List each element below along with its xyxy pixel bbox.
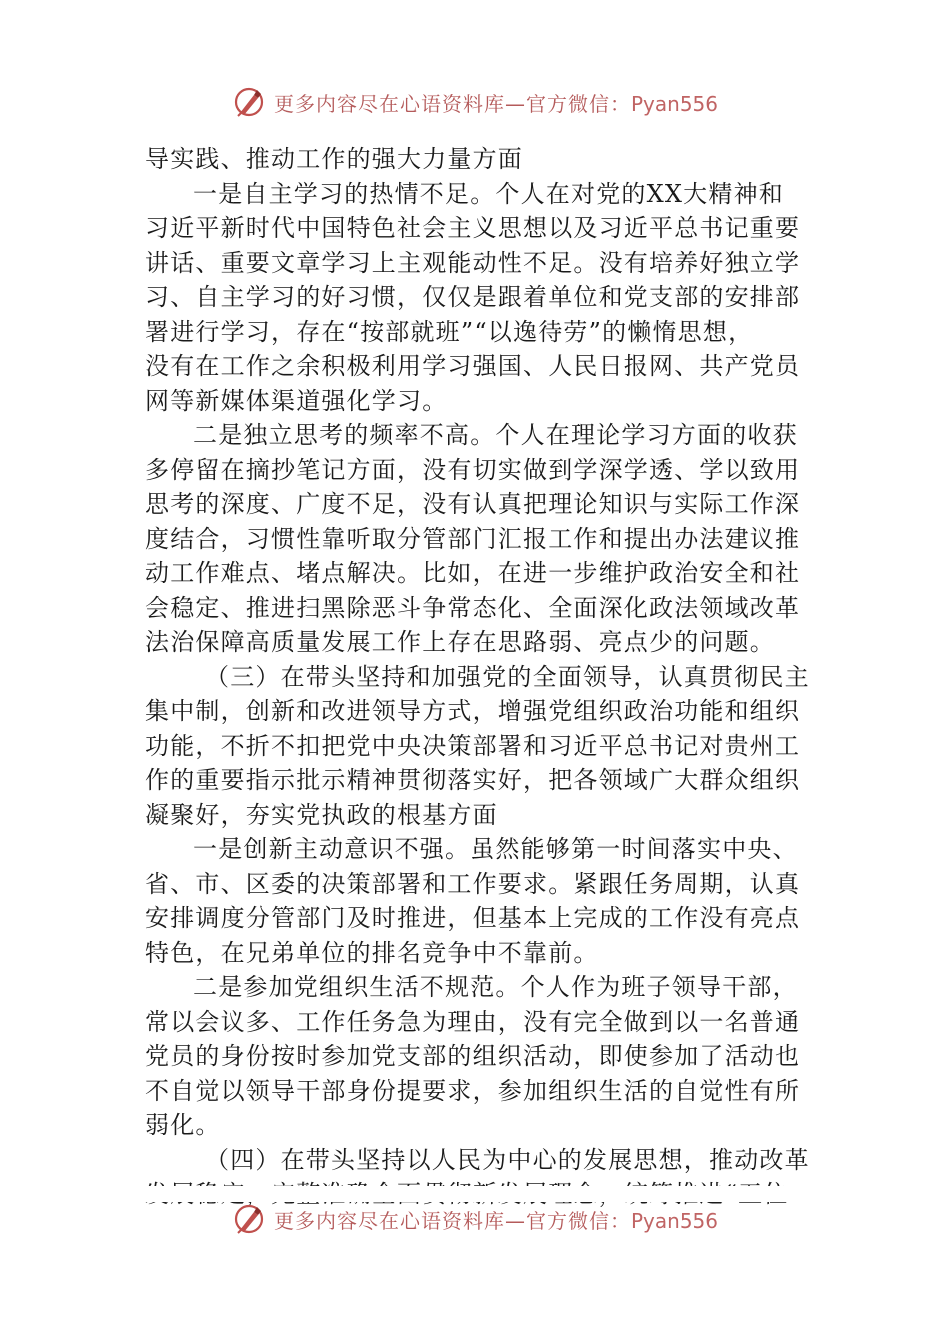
text-line: 习、自主学习的好习惯，仅仅是跟着单位和党支部的安排部 — [145, 283, 801, 311]
text-line: 弱化。 — [145, 1111, 221, 1139]
text-line: 法治保障高质量发展工作上存在思路弱、亮点少的问题。 — [145, 628, 775, 656]
text-line: （三）在带头坚持和加强党的全面领导，认真贯彻民主 — [205, 662, 810, 691]
text-line: 凝聚好，夯实党执政的根基方面 — [145, 800, 498, 829]
text-line: 网等新媒体渠道强化学习。 — [145, 386, 448, 415]
text-line: 没有在工作之余积极利用学习强国、人民日报网、共产党员 — [145, 352, 801, 380]
text-line: 作的重要指示批示精神贯彻落实好，把各领域广大群众组织 — [145, 766, 801, 794]
text-line: 省、市、区委的决策部署和工作要求。紧跟任务周期，认真 — [145, 869, 801, 898]
text-line: 习近平新时代中国特色社会主义思想以及习近平总书记重要 — [145, 214, 801, 242]
page-mask — [0, 1186, 950, 1202]
text-line: 二是独立思考的频率不高。个人在理论学习方面的收获 — [193, 421, 798, 449]
text-line: 集中制，创新和改进领导方式，增强党组织政治功能和组织 — [145, 697, 801, 725]
text-line: 导实践、推动工作的强大力量方面 — [145, 145, 523, 173]
text-line: 思考的深度、广度不足，没有认真把理论知识与实际工作深 — [145, 490, 801, 518]
text-line: 特色，在兄弟单位的排名竞争中不靠前。 — [145, 938, 599, 967]
text-line: 度结合，习惯性靠听取分管部门汇报工作和提出办法建议推 — [145, 524, 801, 553]
text-line: 多停留在摘抄笔记方面，没有切实做到学深学透、学以致用 — [145, 455, 801, 484]
text-line: 署进行学习，存在“按部就班”“以逸待劳”的懒惰思想， — [145, 317, 754, 346]
text-line: 不自觉以领导干部身份提要求，参加组织生活的自觉性有所 — [145, 1076, 801, 1105]
text-line: 常以会议多、工作任务急为理由，没有完全做到以一名普通 — [145, 1007, 801, 1036]
text-line: 功能，不折不扣把党中央决策部署和习近平总书记对贵州工 — [145, 731, 801, 760]
pen-logo-icon — [232, 1202, 266, 1236]
watermark-text: 更多内容尽在心语资料库—官方微信：Pyan556 — [273, 91, 718, 116]
text-line: 动工作难点、堵点解决。比如，在进一步维护政治安全和社 — [145, 559, 801, 587]
watermark-text: 更多内容尽在心语资料库—官方微信：Pyan556 — [273, 1208, 718, 1233]
text-line: 讲话、重要文章学习上主观能动性不足。没有培养好独立学 — [145, 248, 801, 277]
text-line: 一是自主学习的热情不足。个人在对党的XX大精神和 — [193, 179, 784, 208]
pen-logo-icon — [232, 85, 266, 119]
text-line: 安排调度分管部门及时推进，但基本上完成的工作没有亮点 — [145, 904, 801, 932]
text-line: 一是创新主动意识不强。虽然能够第一时间落实中央、 — [193, 835, 798, 863]
footer-watermark — [0, 1201, 950, 1237]
document-body — [145, 142, 810, 1212]
header-watermark — [0, 82, 950, 122]
text-line: （四）在带头坚持以人民为中心的发展思想，推动改革 — [205, 1145, 810, 1174]
text-line: 党员的身份按时参加党支部的组织活动，即使参加了活动也 — [145, 1042, 801, 1070]
text-line: 会稳定、推进扫黑除恶斗争常态化、全面深化政法领域改革 — [145, 593, 801, 622]
text-line: 二是参加党组织生活不规范。个人作为班子领导干部， — [193, 973, 798, 1001]
